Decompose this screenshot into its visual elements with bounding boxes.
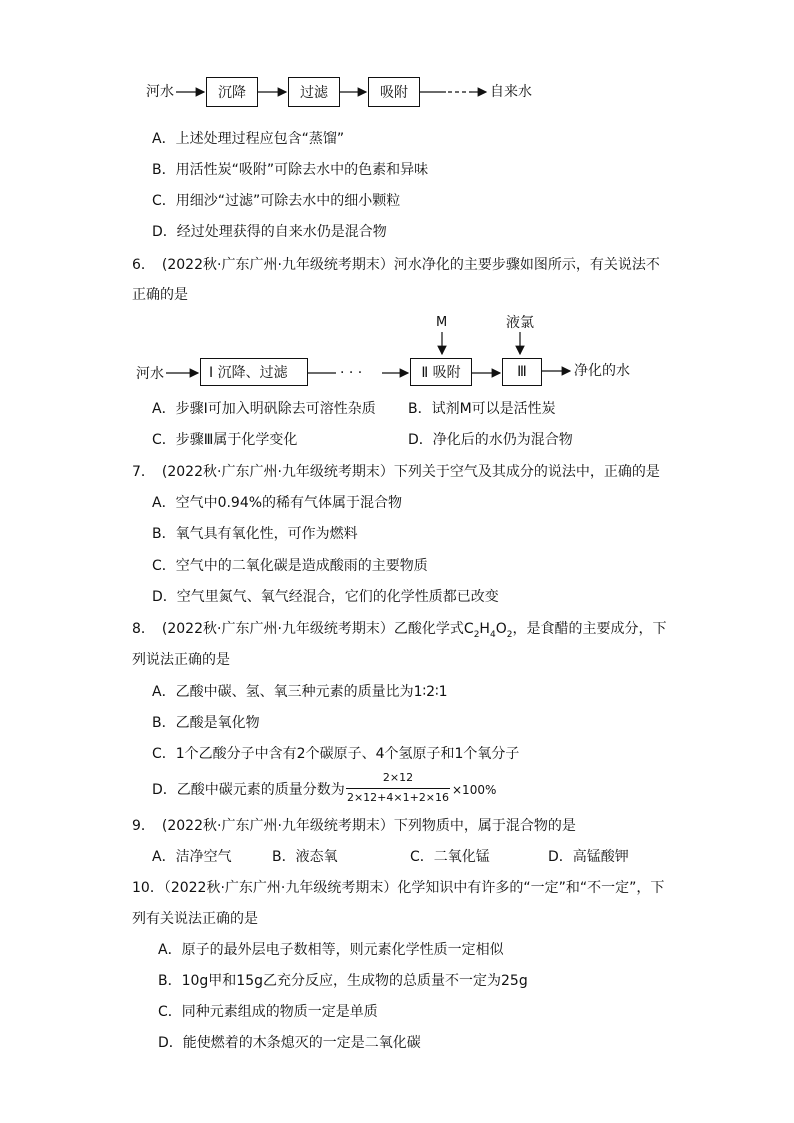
q10-stem-line1: 10．（2022秋·广东广州·九年级统考期末）化学知识中有许多的“一定”和“不一定”，下 [132,880,665,896]
q6-option-d: D．净化后的水仍为混合物 [408,432,573,448]
q6-option-c: C．步骤Ⅲ属于化学变化 [152,432,298,448]
step-label: 过滤 [300,85,328,101]
diagram1-result: 自来水 [490,84,532,100]
q7-option-c: C．空气中的二氧化碳是造成酸雨的主要物质 [152,558,428,574]
q8-stem-line2: 列说法正确的是 [132,652,230,668]
q7-option-d: D．空气里氮气、氧气经混合，它们的化学性质都已改变 [152,589,499,605]
q9-stem: 9． (2022秋·广东广州·九年级统考期末）下列物质中，属于混合物的是 [132,818,576,834]
q7-stem: 7． (2022秋·广东广州·九年级统考期末）下列关于空气及其成分的说法中，正确的是 [132,464,660,480]
subscript: 2 [506,629,513,640]
diagram2-source: 河水 [136,366,164,382]
q6-option-a: A．步骤Ⅰ可加入明矾除去可溶性杂质 [152,401,376,417]
q8-stem-text: ，是食醋的主要成分，下 [512,621,667,637]
element-symbol: O [495,621,507,637]
q9-option-c: C．二氧化锰 [410,849,490,865]
input-m-label: M [436,315,448,330]
element-symbol: H [479,621,490,637]
input-chlorine-label: 液氯 [506,315,534,331]
ellipsis-dots: · · · [340,365,363,381]
q5-option-b: B．用活性炭“吸附”可除去水中的色素和异味 [152,162,429,178]
step-label: Ⅱ 吸附 [421,365,461,381]
q5-option-a: A．上述处理过程应包含“蒸馏” [152,131,345,147]
q8-option-d-prefix: D．乙酸中碳元素的质量分数为 [152,782,345,798]
q10-option-b: B．10g甲和15g乙充分反应，生成物的总质量不一定为25g [158,973,528,989]
step-label: 吸附 [380,85,408,101]
step-box-2 [410,358,472,386]
q7-option-a: A．空气中0.94%的稀有气体属于混合物 [152,495,403,511]
q8-option-c: C．1个乙酸分子中含有2个碳原子、4个氢原子和1个氧分子 [152,746,520,762]
q8-option-d-suffix: ×100% [452,783,497,797]
q9-option-a: A．洁净空气 [152,849,232,865]
q5-option-c: C．用细沙“过滤”可除去水中的细小颗粒 [152,193,401,209]
q8-stem-text: 8． (2022秋·广东广州·九年级统考期末）乙酸化学式C [132,621,474,637]
q10-option-c: C．同种元素组成的物质一定是单质 [158,1004,378,1020]
q8-stem-line1 [132,620,666,644]
step-label: Ⅲ [517,364,527,380]
subscript: 4 [489,629,496,640]
q6-stem-line2: 正确的是 [132,287,188,303]
q10-stem-line2: 列有关说法正确的是 [132,911,258,927]
diagram1-source: 河水 [146,84,174,100]
step-label: 沉降 [218,85,246,101]
q10-option-d: D．能使燃着的木条熄灭的一定是二氧化碳 [158,1035,421,1051]
q9-option-d: D．高锰酸钾 [548,849,629,865]
q8-option-a: A．乙酸中碳、氢、氧三种元素的质量比为1∶2∶1 [152,684,448,700]
q10-option-a: A．原子的最外层电子数相等，则元素化学性质一定相似 [158,942,504,958]
fraction-bar [346,788,450,789]
fraction-denominator: 2×12+4×1+2×16 [346,791,450,804]
q9-option-b: B．液态氧 [272,849,338,865]
q5-option-d: D．经过处理获得的自来水仍是混合物 [152,224,387,240]
q8-option-b: B．乙酸是氧化物 [152,715,260,731]
step-box-1 [200,358,308,386]
q6-stem-line1: 6． (2022秋·广东广州·九年级统考期末）河水净化的主要步骤如图所示，有关说法不 [132,257,660,273]
subscript: 2 [473,629,480,640]
step-label: Ⅰ 沉降、过滤 [209,365,288,381]
diagram2-result: 净化的水 [574,363,630,379]
fraction-numerator: 2×12 [382,771,414,784]
q7-option-b: B．氧气具有氧化性，可作为燃料 [152,526,358,542]
q6-option-b: B．试剂M可以是活性炭 [408,401,556,417]
step-box-3 [502,358,542,386]
